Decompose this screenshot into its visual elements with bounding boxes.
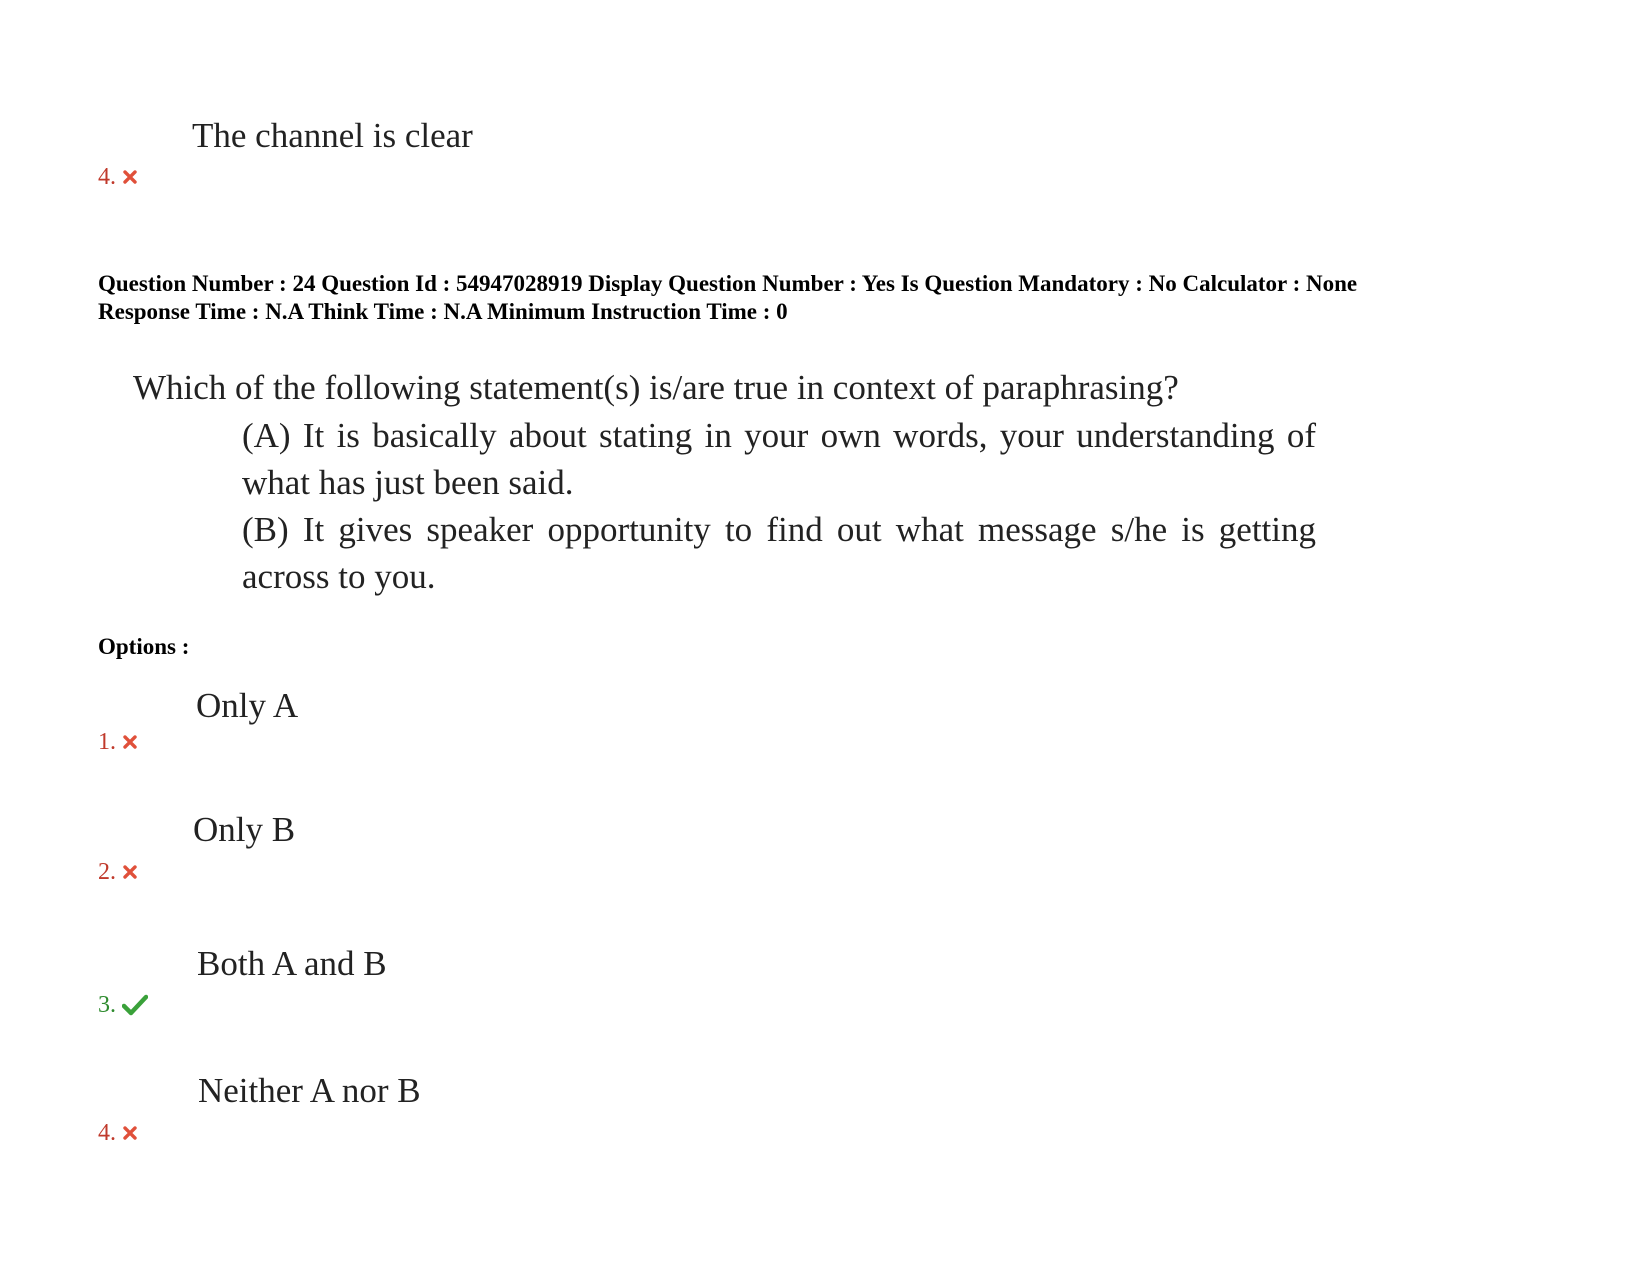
options-label: Options :	[98, 634, 190, 659]
option-1-marker	[98, 730, 138, 754]
option-4-marker	[98, 1121, 138, 1145]
option-2-number: 2.	[98, 859, 116, 885]
option-2-marker	[98, 860, 138, 884]
check-icon	[122, 994, 148, 1016]
question-prompt: Which of the following statement(s) is/are true in context of paraphrasing?	[133, 368, 1179, 407]
option-3-text: Both A and B	[197, 944, 387, 983]
cross-icon	[122, 734, 138, 750]
option-4-number: 4.	[98, 1120, 116, 1146]
option-4-text: Neither A nor B	[198, 1071, 421, 1110]
prev-option-4-marker	[98, 165, 138, 189]
option-3-marker	[98, 993, 148, 1017]
prev-option-4-number: 4.	[98, 164, 116, 190]
cross-icon	[122, 169, 138, 185]
statement-b: (B) It gives speaker opportunity to find out what message s/he is getting across to you.	[242, 510, 1316, 596]
question-meta-line-1: Question Number : 24 Question Id : 54947028919 Display Question Number : Yes Is Question Mandatory : No Calculator : None	[98, 271, 1358, 296]
option-2-text: Only B	[193, 810, 296, 849]
option-1-number: 1.	[98, 729, 116, 755]
statement-a: (A) It is basically about stating in your own words, your understanding of what has just been said.	[242, 416, 1316, 502]
question-meta-line-2: Response Time : N.A Think Time : N.A Minimum Instruction Time : 0	[98, 299, 788, 324]
prev-option-4-text: The channel is clear	[192, 116, 473, 155]
cross-icon	[122, 1125, 138, 1141]
cross-icon	[122, 864, 138, 880]
option-3-number: 3.	[98, 992, 116, 1018]
option-1-text: Only A	[196, 686, 299, 725]
